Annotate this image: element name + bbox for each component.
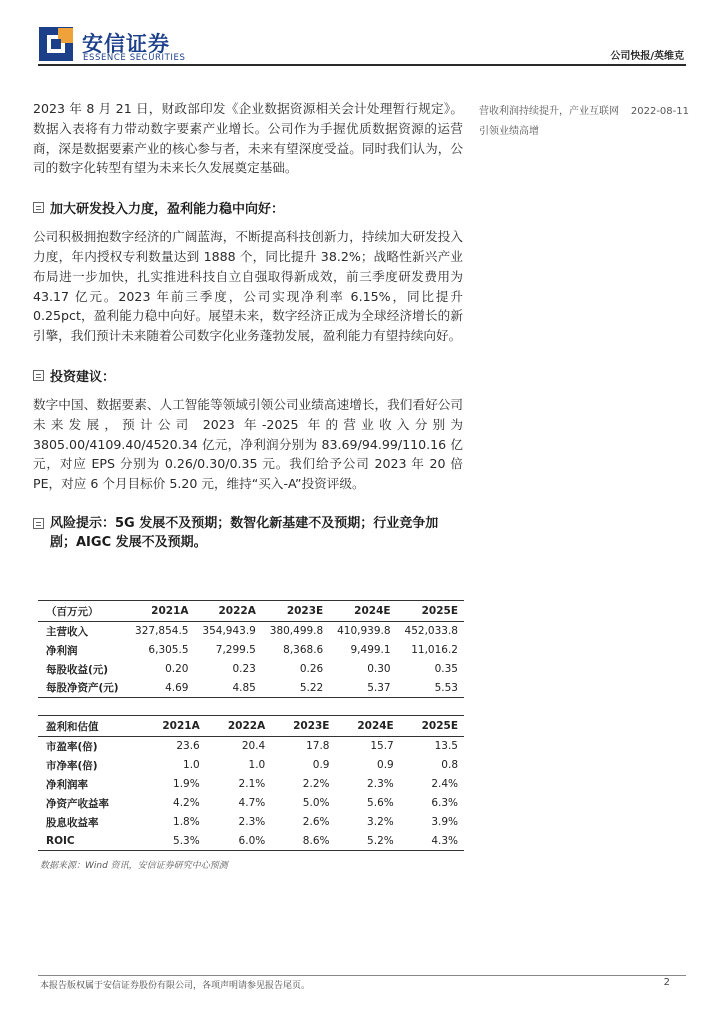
section-heading-advice xyxy=(33,366,463,385)
table-row xyxy=(38,622,464,641)
table-header-cell: 2022A xyxy=(195,601,262,622)
section-heading-risk xyxy=(33,514,463,552)
intro-paragraph: 2023 年 8 月 21 日，财政部印发《企业数据资源相关会计处理暂行规定》。数据入表将有力带动数字要素产业增长。公司作为手握优质数据资源的运营商，深是数据要素产业的核心参与者，未来有望深度受益。同时我们认为，公司的数字化转型有望为未来长久发展奠定基础。 xyxy=(33,101,463,176)
related-report-title[interactable]: 营收利润持续提升，产业互联网引领业绩高增 xyxy=(479,106,619,137)
table-cell: 20.4 xyxy=(241,740,266,753)
page-number: 2 xyxy=(663,977,670,988)
table-row xyxy=(38,641,464,660)
table-header-cell: 2025E xyxy=(400,716,464,737)
section-heading-text: 加大研发投入力度，盈利能力稳中向好： xyxy=(50,202,285,218)
table-row xyxy=(38,679,464,698)
table-row xyxy=(38,756,464,775)
table-cell: 4.3% xyxy=(400,832,464,851)
section-bullet-icon xyxy=(33,518,44,529)
section-body-advice: 数字中国、数据要素、人工智能等领域引领公司业绩高速增长，我们看好公司未来发展，预计公司 2023 年-2025 年的营业收入分别为 3805.00/4109.40/4520.34 亿元，净利润分别为 83.69/94.99/110.16 亿元，对应 EPS 分别为 0.26/0.30/0.35 元。我们给予公司 2023 年 20 倍 PE，对应 6 个月目标价 5.20 元，维持“买入-A”投资评级。 xyxy=(33,396,463,492)
row-label: 市净率(倍) xyxy=(46,759,98,772)
table-header-cell: 2022A xyxy=(206,716,272,737)
table-cell: 4.85 xyxy=(195,679,262,698)
table-row xyxy=(38,660,464,679)
table-cell: 5.2% xyxy=(335,832,399,851)
related-report-date: 2022-08-11 xyxy=(630,106,689,117)
row-label: 市盈率(倍) xyxy=(46,740,98,753)
table-cell: 0.9 xyxy=(377,759,394,771)
data-source-note: 数据来源：Wind 资讯，安信证券研究中心预测 xyxy=(40,861,228,871)
row-label: 股息收益率 xyxy=(46,816,99,829)
table-cell: 0.23 xyxy=(232,663,256,675)
table-cell: 7,299.5 xyxy=(215,644,256,656)
row-label: 每股收益(元) xyxy=(46,663,109,676)
logo-text-cn: 安信证券 xyxy=(82,32,170,56)
table-header-cell: 2023E xyxy=(262,601,329,622)
section-body-rnd: 公司积极拥抱数字经济的广阔蓝海，不断提高科技创新力，持续加大研发投入力度，年内授权专利数量达到 1888 个，同比提升 38.2%；战略性新兴产业布局进一步加快，扎实推进科技自立自强取得新成效，前三季度研发费用为 43.17 亿元。2023 年前三季度，公司实现净利率 6.15%，同比提升 0.25pct，盈利能力稳中向好。展望未来，数字经济正成为全球经济增长的新引擎，我们预计未来随着公司数字化业务蓬勃发展，盈利能力有望持续向好。 xyxy=(33,229,463,344)
table-cell: 0.30 xyxy=(367,663,391,675)
row-label: 净资产收益率 xyxy=(46,797,109,810)
table-cell: 5.22 xyxy=(262,679,329,698)
table-cell: 0.20 xyxy=(165,663,189,675)
table-header-cell: 2024E xyxy=(335,716,399,737)
row-label: 净利润 xyxy=(46,644,78,657)
table-cell: 3.9% xyxy=(431,816,458,828)
row-label: 净利润率 xyxy=(46,778,88,791)
table-row xyxy=(38,737,464,756)
table-cell: 6.0% xyxy=(206,832,272,851)
table-cell: 4.2% xyxy=(173,797,200,809)
table-cell: 6.3% xyxy=(431,797,458,809)
table-cell: 1.9% xyxy=(173,778,200,790)
table-cell: 4.69 xyxy=(127,679,194,698)
logo-mark-icon xyxy=(38,26,74,62)
table-row xyxy=(38,794,464,813)
table-cell: 15.7 xyxy=(370,740,394,753)
table-cell: 5.37 xyxy=(329,679,396,698)
row-label: ROIC xyxy=(38,832,140,851)
table-cell: 6,305.5 xyxy=(148,644,189,656)
footer-divider xyxy=(38,975,686,976)
table-cell: 5.53 xyxy=(397,679,464,698)
table-row xyxy=(38,813,464,832)
table-header-cell: 2024E xyxy=(329,601,396,622)
table-header-cell: 2021A xyxy=(140,716,206,737)
table-cell: 410,939.8 xyxy=(337,625,391,638)
table-row xyxy=(38,832,464,851)
section-bullet-icon xyxy=(33,202,44,213)
table-cell: 2.2% xyxy=(302,778,330,790)
table-cell: 8,368.6 xyxy=(283,644,324,656)
main-content xyxy=(33,99,463,552)
table-header-row xyxy=(38,716,464,737)
table-cell: 23.6 xyxy=(176,740,200,753)
row-label: 主营收入 xyxy=(46,625,88,638)
table-row xyxy=(38,775,464,794)
table-cell: 0.35 xyxy=(434,663,458,675)
header-divider xyxy=(38,64,686,66)
section-bullet-icon xyxy=(33,370,44,381)
section-heading-rnd xyxy=(33,198,463,217)
table-cell: 2.6% xyxy=(302,816,330,828)
section-heading-text: 风险提示：5G 发展不及预期；数智化新基建不及预期；行业竞争加剧；AIGC 发展不及预期。 xyxy=(50,515,439,550)
footer-disclaimer: 本报告版权属于安信证券股份有限公司，各项声明请参见报告尾页。 xyxy=(40,981,311,991)
table-cell: 1.0 xyxy=(183,759,200,771)
table-header-cell: 2021A xyxy=(127,601,194,622)
table-cell: 380,499.8 xyxy=(269,625,324,638)
valuation-table xyxy=(38,715,464,851)
table-cell: 1.0 xyxy=(248,759,266,771)
table-cell: 452,033.8 xyxy=(404,625,458,638)
table-cell: 2.3% xyxy=(367,778,394,790)
table-cell: 3.2% xyxy=(367,816,394,828)
table-cell: 13.5 xyxy=(434,740,458,753)
table-cell: 354,943.9 xyxy=(202,625,256,638)
related-report[interactable] xyxy=(479,102,689,142)
table-cell: 17.8 xyxy=(306,740,330,753)
table-cell: 2.1% xyxy=(238,778,266,790)
table-cell: 1.8% xyxy=(173,816,200,828)
table-cell: 2.4% xyxy=(431,778,458,790)
table-header-row xyxy=(38,601,464,622)
financial-summary-table xyxy=(38,600,464,698)
table-cell: 9,499.1 xyxy=(350,644,391,656)
table-cell: 2.3% xyxy=(238,816,266,828)
table-cell: 8.6% xyxy=(271,832,335,851)
table-cell: 327,854.5 xyxy=(135,625,189,638)
table-cell: 5.0% xyxy=(302,797,330,809)
logo-text-en: ESSENCE SECURITIES xyxy=(83,53,186,63)
table-cell: 5.6% xyxy=(367,797,394,809)
table-header-cell: 盈利和估值 xyxy=(38,716,140,737)
table-header-cell: 2023E xyxy=(271,716,335,737)
table-header-cell: （百万元） xyxy=(38,601,127,622)
row-label: 每股净资产(元) xyxy=(38,679,127,698)
table-cell: 11,016.2 xyxy=(411,644,458,656)
company-logo xyxy=(38,26,238,66)
table-cell: 5.3% xyxy=(140,832,206,851)
table-header-cell: 2025E xyxy=(397,601,464,622)
table-cell: 0.8 xyxy=(441,759,458,771)
report-type-label: 公司快报/英维克 xyxy=(610,51,684,62)
table-cell: 0.9 xyxy=(312,759,330,771)
table-cell: 4.7% xyxy=(238,797,266,809)
section-heading-text: 投资建议： xyxy=(50,369,116,385)
table-cell: 0.26 xyxy=(299,663,324,675)
